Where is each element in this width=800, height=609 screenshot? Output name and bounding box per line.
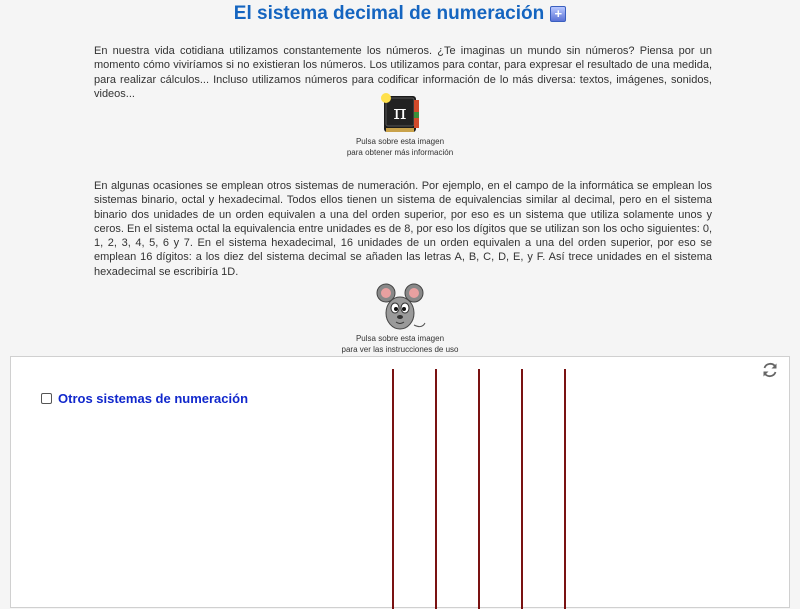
pi-book-icon[interactable] — [377, 90, 423, 136]
pi-caption-line1: Pulsa sobre esta imagen — [355, 137, 445, 146]
svg-text:π: π — [393, 100, 407, 124]
pi-caption-line2: para obtener más información — [346, 148, 454, 157]
pi-image-block — [0, 90, 800, 158]
other-systems-label[interactable]: Otros sistemas de numeración — [58, 391, 249, 406]
systems-paragraph: En algunas ocasiones se emplean otros sistemas de numeración. Por ejemplo, en el campo de la informática se emplean los sistemas binario, octal y hexadecimal. Todos ellos tienen un sistema de equivalencias similar al decimal, pero en el sistema binario dos unidades de un orden equivalen a una del orden superior, por eso es un sistema que utiliza solamente unos y ceros. En el sistema octal la equivalencia entre unidades es de 8, por eso los dígitos que se utilizan son los ocho siguientes: 0, 1, 2, 3, 4, 5, 6 y 7. En el sistema hexadecimal, 16 unidades de un orden equivalen a una del orden superior, por eso se emplean 16 dígitos: a los diez del sistema decimal se añaden las letras A, B, C, D, E, y F. Así trece unidades en el sistema hexadecimal se escribiría 1D. — [94, 180, 712, 278]
intro-paragraph: En nuestra vida cotidiana utilizamos constantemente los números. ¿Te imaginas un mundo sin números? Piensa por un momento cómo viviríamos si no existieran los números. Los utilizamos para contar, para expresar el resultado de una medida, para realizar cálculos... Incluso utilizamos números para codificar información de lo más diversa: textos, imágenes, sonidos, videos... — [94, 45, 712, 100]
column-line — [521, 369, 523, 609]
mouse-icon[interactable] — [374, 283, 426, 333]
column-line — [564, 369, 566, 609]
mouse-caption-line1: Pulsa sobre esta imagen — [355, 334, 445, 343]
column-line — [478, 369, 480, 609]
column-line — [435, 369, 437, 609]
expand-button[interactable]: + — [550, 6, 566, 22]
mouse-image-block — [0, 283, 800, 355]
applet-panel — [10, 356, 790, 608]
page-title: El sistema decimal de numeración — [233, 3, 545, 24]
column-line — [392, 369, 394, 609]
other-systems-checkbox[interactable] — [41, 393, 52, 404]
other-systems-toggle[interactable] — [41, 391, 248, 406]
refresh-icon[interactable] — [761, 361, 779, 379]
page-header — [0, 2, 800, 26]
mouse-caption-line2: para ver las instrucciones de uso — [341, 345, 459, 354]
